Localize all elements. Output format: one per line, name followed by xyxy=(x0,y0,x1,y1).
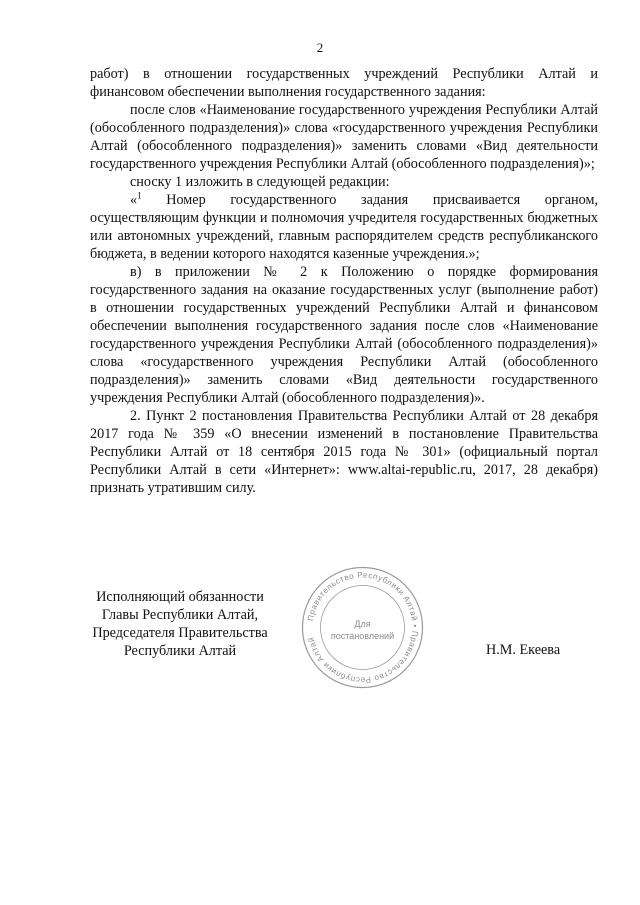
paragraph-2: после слов «Наименование государственного учреждения Республики Алтай (обособленного подразделения)» слова «государственного учреждения Республики Алтай (обособленного подразделения)» заменить словами «Вид деятельности государственного учреждения Республики Алтай (обособленного подразделения)»; xyxy=(90,102,598,172)
paragraph-6: 2. Пункт 2 постановления Правительства Республики Алтай от 28 декабря 2017 года № 359 «О внесении изменений в постановление Правительства Республики Алтай от 18 сентября 2015 года № 301» (официальный портал Республики Алтай в сети «Интернет»: www.altai-republic.ru, 2017, 28 декабря) признать утратившим силу. xyxy=(90,408,598,496)
paragraph-5: в) в приложении № 2 к Положению о порядке формирования государственного задания на оказание государственных услуг (выполнение работ) в отношении государственных учреждений Республики Алтай и финансовом обеспечении выполнения государственного задания после слов «Наименование государственного учреждения Республики Алтай (обособленного подразделения)» слова «государственного учреждения Республики Алтай (обособленного подразделения)» заменить словами «Вид деятельности государственного учреждения Республики Алтай (обособленного подразделения)». xyxy=(90,264,598,406)
stamp-center-line-2: постановлений xyxy=(330,631,395,641)
page-number: 2 xyxy=(316,40,324,55)
signature-line-3: Председателя Правительства xyxy=(92,625,268,641)
signature-line-1: Исполняющий обязанности xyxy=(96,589,264,605)
official-stamp xyxy=(300,565,425,690)
open-quote: « xyxy=(130,192,138,208)
signature-line-4: Республики Алтай xyxy=(123,643,237,659)
signature-line-2: Главы Республики Алтай, xyxy=(101,607,259,623)
paragraph-3: сноску 1 изложить в следующей редакции: xyxy=(130,174,390,190)
footnote-mark: 1 xyxy=(137,190,142,201)
paragraph-1: работ) в отношении государственных учреждений Республики Алтай и финансовом обеспечении выполнения государственного задания: xyxy=(90,66,598,100)
stamp-seal xyxy=(300,565,425,690)
signer-name: Н.М. Екеева xyxy=(486,642,561,658)
footnote-text: Номер государственного задания присваивается органом, осуществляющим функции и полномочия учредителя государственных бюджетных или автономных учреждений, главным распорядителем средств республиканского бюджета, в ведении которого находятся казенные учреждения.»; xyxy=(90,192,598,262)
paragraph-4-footnote xyxy=(90,191,598,263)
document-body xyxy=(90,65,598,497)
stamp-center-line-1: Для xyxy=(354,619,371,629)
stamp-outer-text: Правительство Республики Алтай • Правительство Республики Алтай xyxy=(305,570,420,685)
signature-block xyxy=(80,588,280,660)
